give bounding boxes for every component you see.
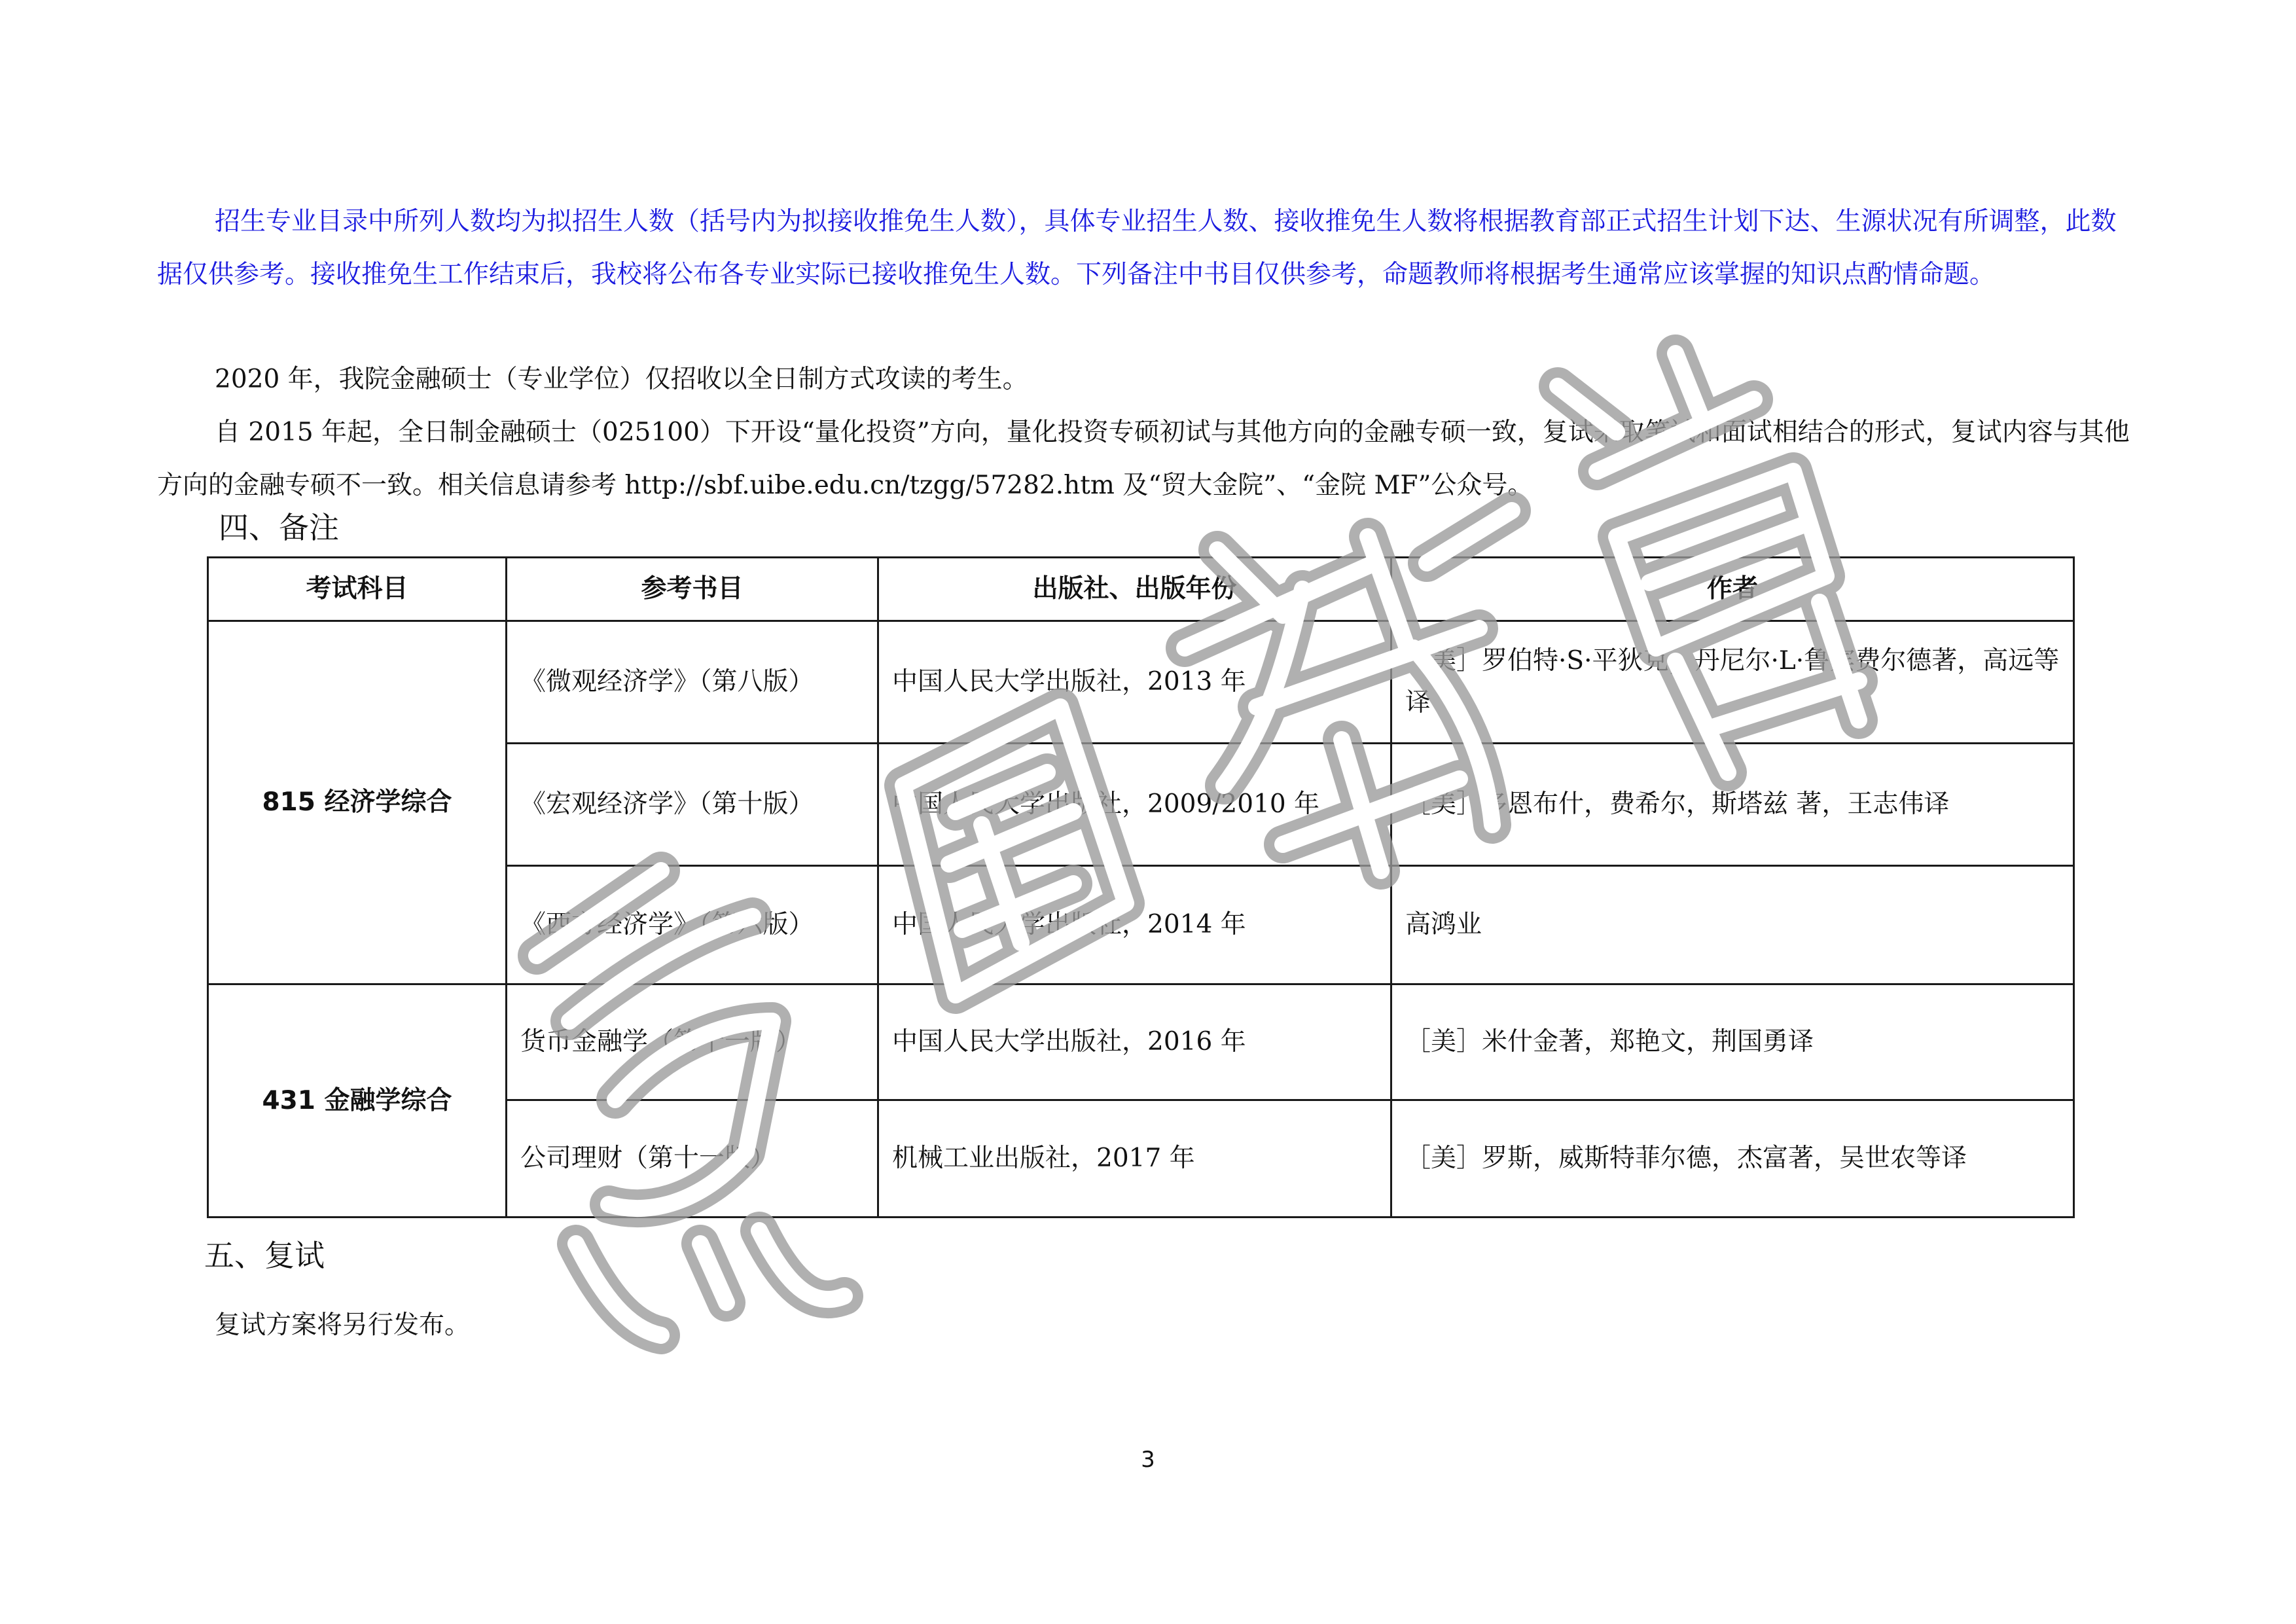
table-header-row <box>208 558 2074 621</box>
header-subject: 考试科目 <box>208 558 507 621</box>
page-number: 3 <box>1141 1447 1155 1473</box>
header-publisher: 出版社、出版年份 <box>878 558 1391 621</box>
table-row <box>208 621 2074 744</box>
publisher-cell: 中国人民大学出版社，2016 年 <box>878 984 1391 1100</box>
author-cell: ［美］罗斯，威斯特菲尔德，杰富著，吴世农等译 <box>1391 1100 2074 1218</box>
reference-books-table <box>207 556 2075 1218</box>
publisher-cell: 中国人民大学出版社，2014 年 <box>878 866 1391 984</box>
publisher-cell: 机械工业出版社，2017 年 <box>878 1100 1391 1218</box>
section-heading-retest: 五、复试 <box>204 1238 325 1273</box>
header-book: 参考书目 <box>507 558 878 621</box>
retest-text: 复试方案将另行发布。 <box>215 1310 471 1340</box>
book-cell: 货币金融学（第十一版） <box>507 984 878 1100</box>
publisher-cell: 中国人民大学出版社，2009/2010 年 <box>878 744 1391 866</box>
subject-cell-815: 815 经济学综合 <box>208 621 507 984</box>
subject-cell-431: 431 金融学综合 <box>208 984 507 1218</box>
publisher-cell: 中国人民大学出版社，2013 年 <box>878 621 1391 744</box>
header-author: 作者 <box>1391 558 2074 621</box>
paragraph-2020-enrollment: 2020 年，我院金融硕士（专业学位）仅招收以全日制方式攻读的考生。 <box>215 365 1028 394</box>
paragraph-quant-investment: 自 2015 年起，全日制金融硕士（025100）下开设“量化投资”方向，量化投资专硕初试与其他方向的金融专硕一致，复试采取笔试和面试相结合的形式，复试内容与其他方向的金融专硕不一致。相关信息请参考 http://sbf.uibe.edu.cn/tzgg/57282.htm 及“贸大金院”、“金院 MF”公众号。 <box>157 418 2130 500</box>
author-cell: ［美］米什金著，郑艳文，荆国勇译 <box>1391 984 2074 1100</box>
book-cell: 《微观经济学》（第八版） <box>507 621 878 744</box>
section-heading-notes: 四、备注 <box>219 510 339 545</box>
book-cell: 《西方经济学》（第六版） <box>507 866 878 984</box>
book-cell: 公司理财（第十一版） <box>507 1100 878 1218</box>
table-row <box>208 984 2074 1100</box>
author-cell: 高鸿业 <box>1391 866 2074 984</box>
notice-paragraph: 招生专业目录中所列人数均为拟招生人数（括号内为拟接收推免生人数），具体专业招生人数、接收推免生人数将根据教育部正式招生计划下达、生源状况有所调整，此数据仅供参考。接收推免生工作结束后，我校将公布各专业实际已接收推免生人数。下列备注中书目仅供参考，命题教师将根据考生通常应该掌握的知识点酌情命题。 <box>157 207 2117 289</box>
author-cell: ［美］罗伯特·S·平狄克，丹尼尔·L·鲁宾费尔德著，高远等译 <box>1391 621 2074 744</box>
author-cell: ［美］多恩布什，费希尔，斯塔兹 著，王志伟译 <box>1391 744 2074 866</box>
book-cell: 《宏观经济学》（第十版） <box>507 744 878 866</box>
